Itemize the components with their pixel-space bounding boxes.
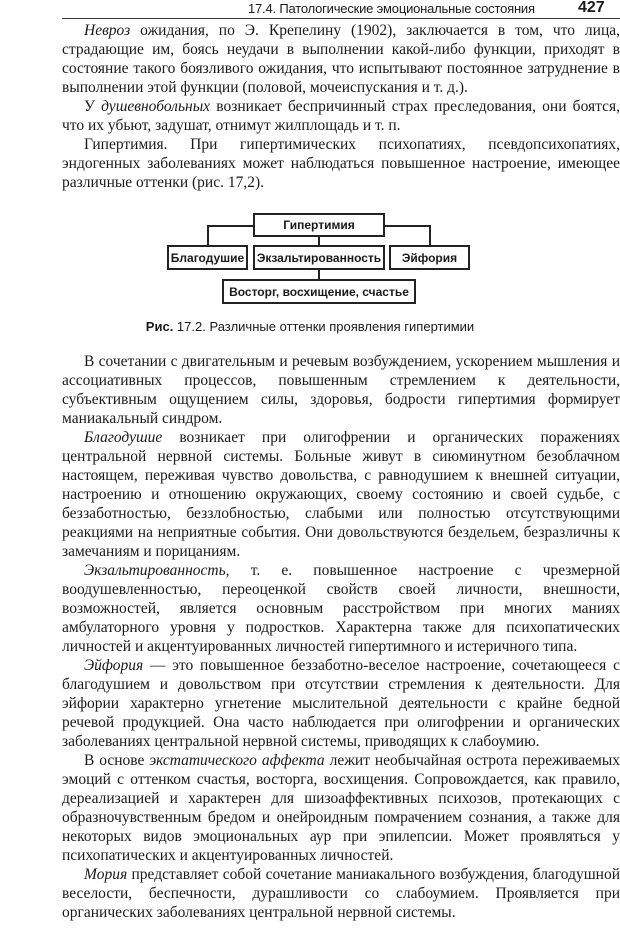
- paragraph-text: представляет собой сочетание маниакального возбуждения, благодушной веселости, беспечности, дурашливости со слабоумием. Проявляется при органических заболеваниях центральной нервной системы.: [62, 866, 620, 921]
- paragraph-lead-term: экстатического аффекта: [149, 752, 325, 769]
- diagram-node-euphoria: Эйфория: [389, 245, 470, 270]
- paragraph-neurosis: [62, 21, 620, 97]
- paragraph-text: возникает беспричинный страх преследования, они боятся, что их убьют, задушат, отнимут жилплощадь и т. п.: [62, 98, 620, 134]
- figure-caption-label: Рис.: [145, 319, 174, 334]
- connector-line: [429, 225, 431, 245]
- paragraph-prefix: У: [84, 98, 102, 115]
- header-rule: [62, 18, 620, 19]
- paragraph-manic-syndrome: [62, 352, 620, 428]
- connector-line: [207, 225, 209, 245]
- paragraph-lead-term: Невроз: [84, 22, 131, 39]
- paragraph-text: — это повышенное беззаботно-веселое настроение, сочетающееся с благодушием и довольством при отсутствии стремления к деятельности. Для эйфории характерно угнетение мыслительной деятельности с крайне бедной речевой продукцией. Она часто наблюдается при олигофрении и органических заболеваниях центральной нервной системы, приводящих к слабоумию.: [62, 657, 620, 750]
- diagram-node-hyperthymia: Гипертимия: [253, 213, 385, 237]
- paragraph-mentally-ill: [62, 97, 620, 135]
- diagram-node-ecstasy: Восторг, восхищение, счастье: [222, 279, 416, 304]
- paragraph-lead-term: Эйфория: [84, 657, 144, 674]
- paragraph-text: лежит необычайная острота переживаемых эмоций с оттенком счастья, восторга, восхищения. Сопровождается, как правило, дереализацией и характерен для шизоаффективных психозов, протекающих с образночувственным бредом и онейроидным помрачением сознания, а также для некоторых видов эмоциональных аур при эпилепсии. Может проявляться у психопатических и акцентуированных личностей.: [62, 752, 620, 864]
- connector-line: [318, 237, 320, 245]
- paragraph-text: Гипертимия. При гипертимических психопатиях, псевдопсихопатиях, эндогенных заболеваниях может наблюдаться повышенное настроение, имеющее различные оттенки (рис. 17,2).: [62, 136, 620, 191]
- running-head-title: 17.4. Патологические эмоциональные состояния: [248, 1, 535, 16]
- connector-line: [318, 270, 320, 279]
- figure-caption: [0, 319, 620, 334]
- paragraph-lead-term: душевнобольных: [101, 98, 211, 115]
- paragraph-text: возникает при олигофрении и органических поражениях центральной нервной системы. Больные живут в сиюминутном безоблачном настоящем, переживая чувство довольства, с равнодушием к внешней ситуации, настроению и отношению окружающих, своему состоянию и своей судьбе, с беззаботностью, беззлобностью, слабыми или полностью отсутствующими реакциями на неприятные события. Они довольствуются бездельем, безразличны к замечаниям и порицаниям.: [62, 429, 620, 560]
- paragraph-hyperthymia: [62, 135, 620, 192]
- paragraph-lead-term: Благодушие: [84, 429, 163, 446]
- body-text: [62, 352, 620, 922]
- page-number: 427: [578, 0, 605, 16]
- paragraph-euphoria: [62, 656, 620, 751]
- paragraph-lead-term: Экзальтированность,: [84, 562, 230, 579]
- diagram-node-exaltation: Экзальтированность: [253, 245, 385, 270]
- connector-line: [207, 225, 253, 227]
- hyperthymia-diagram: [0, 200, 620, 312]
- paragraph-ecstatic-affect: [62, 751, 620, 865]
- figure-caption-text: 17.2. Различные оттенки проявления гипертимии: [173, 319, 475, 334]
- paragraph-lead-term: Мория: [84, 866, 128, 883]
- intro-text: [62, 21, 620, 192]
- connector-line: [385, 225, 430, 227]
- paragraph-text: ожидания, по Э. Крепелину (1902), заключается в том, что лица, страдающие им, боясь неудачи в выполнении какой-либо функции, приходят в состояние такого боязливого ожидания, что испытывают постоянное затруднение в выполнении этой функции (половой, мочеиспускания и т. д.).: [62, 22, 620, 96]
- paragraph-prefix: В основе: [84, 752, 150, 769]
- paragraph-moria: [62, 865, 620, 922]
- paragraph-exaltation: [62, 561, 620, 656]
- paragraph-complacency: [62, 428, 620, 561]
- paragraph-text: В сочетании с двигательным и речевым возбуждением, ускорением мышления и ассоциативных процессов, повышенным стремлением к деятельности, субъективным ощущением силы, здоровья, бодрости гипертимия формирует маниакальный синдром.: [62, 353, 620, 427]
- diagram-node-complacency: Благодушие: [167, 245, 248, 270]
- paragraph-text: т. е. повышенное настроение с чрезмерной воодушевленностью, переоценкой свойств своей личности, внешности, возможностей, является основным расстройством при многих маниях амбулаторного уровня у подростков. Характерна также для психопатических личностей и акцентуированных личностей гипертимного и истеричного типа.: [62, 562, 620, 655]
